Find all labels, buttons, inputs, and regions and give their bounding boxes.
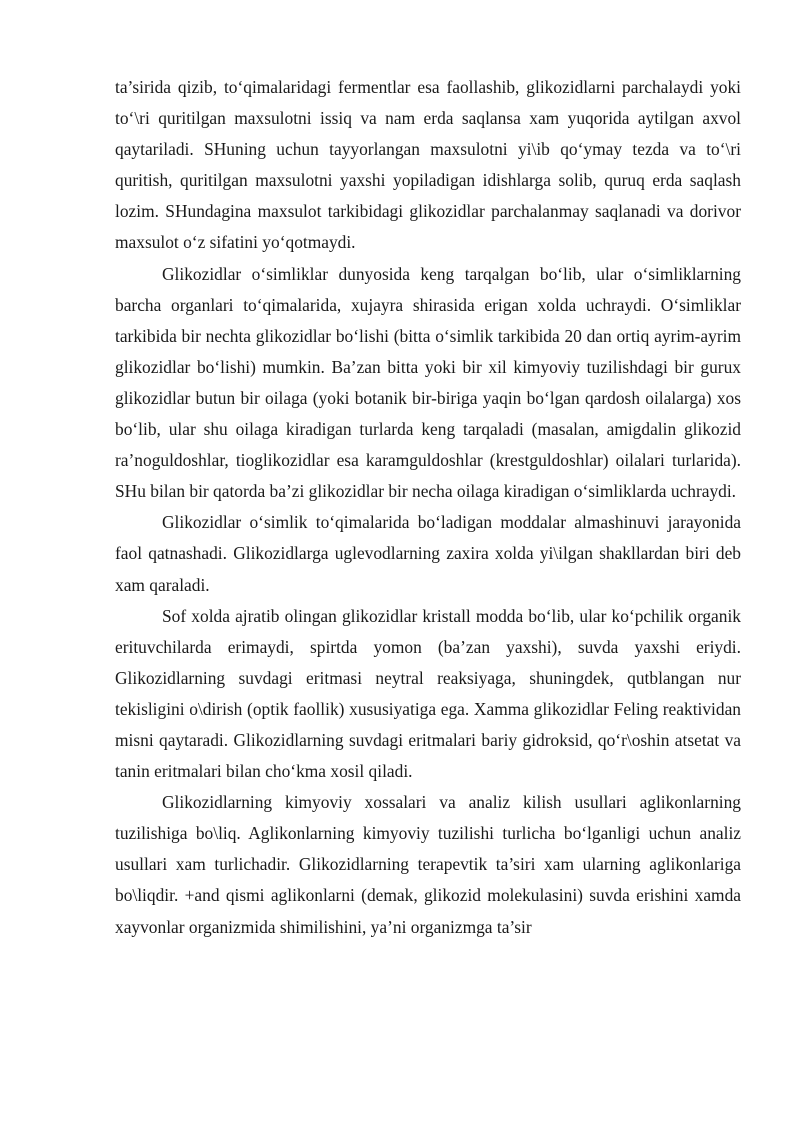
paragraph-metabolism: Glikozidlar o‘simlik to‘qimalarida bo‘ladigan moddalar almashinuvi jarayonida faol qatnashadi. Glikozidlarga uglevodlarning zaxira xolda yi\ilgan shakllardan biri deb xam qaraladi. <box>115 512 741 595</box>
paragraph-glycoside-distribution: Glikozidlar o‘simliklar dunyosida keng tarqalgan bo‘lib, ular o‘simliklarning barcha organlari to‘qimalarida, xujayra shirasida erigan xolda uchraydi. O‘simliklar tarkibida bir nechta glikozidlar bo‘lishi (bitta o‘simlik tarkibida 20 dan ortiq ayrim-ayrim glikozidlar bo‘lishi) mumkin. Ba’zan bitta yoki bir xil kimyoviy tuzilishdagi bir gurux glikozidlar butun bir oilaga (yoki botanik bir-biriga yaqin bo‘lgan qardosh oilalarga) xos bo‘lib, ular shu oilaga kiradigan turlarda keng tarqaladi (masalan, amigdalin glikozid ra’noguldoshlar, tioglikozidlar esa karamguldoshlar (krestguldoshlar) oilalari turlarida). SHu bilan bir qatorda ba’zi glikozidlar bir necha oilaga kiradigan o‘simliklarda uchraydi. <box>115 263 741 502</box>
paragraph-physical-properties: Sof xolda ajratib olingan glikozidlar kristall modda bo‘lib, ular ko‘pchilik organik erituvchilarda erimaydi, spirtda yomon (ba’zan yaxshi), suvda yaxshi eriydi. Glikozidlarning suvdagi eritmasi neytral reaksiyaga, shuningdek, qutblangan nur tekisligini o\dirish (optik faollik) xususiyatiga ega. Xamma glikozidlar Feling reaktividan misni qaytaradi. Glikozidlarning suvdagi eritmalari bariy gidroksid, qo‘r\oshin atsetat va tanin eritmalari bilan cho‘kma xosil qiladi. <box>115 605 741 782</box>
document-page <box>115 72 741 943</box>
paragraph-chemical-properties: Glikozidlarning kimyoviy xossalari va analiz kilish usullari aglikonlarning tuzilishiga bo\liq. Aglikonlarning kimyoviy tuzilishi turlicha bo‘lganligi uchun analiz usullari xam turlichadir. Glikozidlarning terapevtik ta’siri xam ularning aglikonlariga bo\liqdir. +and qismi aglikonlarni (demak, glikozid molekulasini) suvda erishini xamda xayvonlar organizmida shimilishini, ya’ni organizmga ta’sir <box>115 792 741 937</box>
paragraph-continuation: ta’sirida qizib, to‘qimalaridagi fermentlar esa faollashib, glikozidlarni parchalaydi yoki to‘\ri quritilgan maxsulotni issiq va nam erda saqlansa xam yuqorida aytilgan axvol qaytariladi. SHuning uchun tayyorlangan maxsulotni yi\ib qo‘ymay tezda va to‘\ri quritish, quritilgan maxsulotni yaxshi yopiladigan idishlarga solib, quruq erda saqlash lozim. SHundagina maxsulot tarkibidagi glikozidlar parchalanmay saqlanadi va dorivor maxsulot o‘z sifatini yo‘qotmaydi. <box>115 77 741 253</box>
